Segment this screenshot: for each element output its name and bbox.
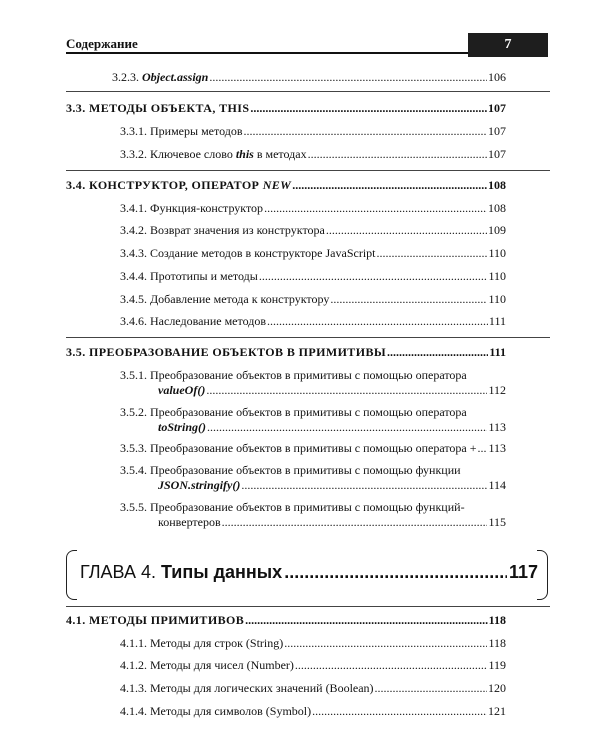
entry-text: Добавление метода к конструктору — [150, 292, 330, 306]
entry-page: 107 — [488, 101, 506, 115]
leader-dots — [206, 383, 487, 398]
entry-text: Создание методов в конструкторе JavaScript — [150, 246, 376, 260]
entry-page: 111 — [488, 314, 506, 328]
toc-entry-3-3-1[interactable] — [120, 124, 506, 139]
entry-text: Наследование методов — [150, 314, 267, 328]
entry-page: 108 — [488, 178, 506, 192]
leader-dots — [377, 246, 488, 261]
entry-page: 110 — [488, 269, 506, 283]
leader-dots — [245, 613, 488, 628]
entry-text-after: в методах — [256, 147, 307, 161]
entry-page: 119 — [488, 658, 506, 672]
leader-dots — [264, 201, 487, 216]
entry-page: 113 — [488, 441, 506, 455]
entry-keyword: NEW — [262, 178, 292, 192]
entry-text: КОНСТРУКТОР, ОПЕРАТОР — [89, 178, 260, 192]
leader-dots — [244, 124, 487, 139]
entry-text: Функция-конструктор — [150, 201, 264, 215]
leader-dots — [284, 636, 487, 651]
toc-entry-3-2-3[interactable] — [112, 70, 506, 85]
entry-number: 4.1.2. — [120, 658, 147, 672]
chapter-label: ГЛАВА 4. — [80, 562, 156, 582]
entry-number: 3.5.2. — [120, 405, 147, 419]
header-title: Содержание — [66, 36, 138, 51]
toc-entry-4-1-3[interactable] — [120, 681, 506, 696]
entry-number: 3.4.5. — [120, 292, 147, 306]
entry-page: 106 — [488, 70, 506, 84]
header-rule — [66, 52, 468, 54]
leader-dots — [387, 345, 488, 360]
toc-entry-3-4-4[interactable] — [120, 269, 506, 284]
toc-entry-4-1-2[interactable] — [120, 658, 506, 673]
toc-section-4-1[interactable] — [66, 613, 506, 628]
entry-number: 3.3.2. — [120, 147, 147, 161]
entry-page: 108 — [488, 201, 506, 215]
leader-dots — [292, 178, 487, 193]
toc-entry-3-4-2[interactable] — [120, 223, 506, 238]
entry-text: Преобразование объектов в примитивы с помощью оператора — [150, 368, 467, 382]
toc-entry-3-4-1[interactable] — [120, 201, 506, 216]
entry-text: Преобразование объектов в примитивы с помощью функции — [150, 463, 461, 477]
entry-page: 109 — [488, 223, 506, 237]
leader-dots — [209, 70, 487, 85]
chapter-banner[interactable] — [66, 550, 548, 600]
entry-number: 3.4. — [66, 178, 86, 192]
entry-number: 3.3. — [66, 101, 86, 115]
entry-number: 4.1.1. — [120, 636, 147, 650]
entry-page: 110 — [488, 292, 506, 306]
entry-number: 3.2.3. — [112, 70, 139, 84]
leader-dots — [312, 704, 487, 719]
entry-text: Преобразование объектов в примитивы с помощью оператора — [150, 405, 467, 419]
toc-section-3-3[interactable] — [66, 101, 506, 116]
entry-text: Преобразование объектов в примитивы с помощью функций- — [150, 500, 465, 514]
entry-number: 3.5.3. — [120, 441, 147, 455]
entry-keyword: this — [235, 147, 254, 161]
toc-entry-3-5-3[interactable] — [120, 441, 506, 456]
entry-page: 107 — [488, 124, 506, 138]
entry-number: 4.1.4. — [120, 704, 147, 718]
entry-text: Object.assign — [142, 70, 209, 84]
toc-entry-3-4-5[interactable] — [120, 292, 506, 307]
section-separator — [66, 337, 550, 338]
entry-text: ПРЕОБРАЗОВАНИЕ ОБЪЕКТОВ В ПРИМИТИВЫ — [89, 345, 387, 359]
entry-number: 3.4.6. — [120, 314, 147, 328]
leader-dots — [295, 658, 488, 673]
toc-entry-3-5-2[interactable] — [120, 405, 506, 435]
toc-entry-3-3-2[interactable] — [120, 147, 506, 162]
toc-section-3-5[interactable] — [66, 345, 506, 360]
leader-dots — [267, 314, 488, 329]
bracket-left — [66, 550, 77, 600]
chapter-page: 117 — [508, 562, 538, 582]
entry-text: Преобразование объектов в примитивы с помощью оператора + — [150, 441, 477, 455]
toc-entry-4-1-1[interactable] — [120, 636, 506, 651]
entry-text: Ключевое слово — [150, 147, 233, 161]
section-separator — [66, 91, 550, 92]
leader-dots — [259, 269, 488, 284]
entry-text: МЕТОДЫ ПРИМИТИВОВ — [89, 613, 245, 627]
leader-dots — [330, 292, 487, 307]
leader-dots — [241, 478, 487, 493]
entry-page: 107 — [488, 147, 506, 161]
section-separator — [66, 170, 550, 171]
entry-text: Методы для строк (String) — [150, 636, 284, 650]
entry-page: 120 — [488, 681, 506, 695]
entry-number: 4.1.3. — [120, 681, 147, 695]
entry-number: 3.4.1. — [120, 201, 147, 215]
entry-number: 3.4.4. — [120, 269, 147, 283]
entry-keyword: toString() — [158, 420, 207, 434]
leader-dots — [478, 441, 488, 456]
toc-entry-3-5-4[interactable] — [120, 463, 506, 493]
entry-text: Методы для символов (Symbol) — [150, 704, 312, 718]
entry-text: Возврат значения из конструктора — [150, 223, 325, 237]
chapter-heading — [80, 562, 538, 583]
page-number-box: 7 — [468, 33, 548, 57]
chapter-title: Типы данных — [161, 562, 283, 582]
entry-keyword: valueOf() — [158, 383, 206, 397]
toc-entry-3-5-5[interactable] — [120, 500, 506, 530]
entry-text: Методы для логических значений (Boolean) — [150, 681, 374, 695]
leader-dots — [250, 101, 487, 116]
entry-page: 111 — [489, 345, 506, 359]
running-header — [66, 33, 548, 57]
entry-number: 3.5.4. — [120, 463, 147, 477]
entry-text: Примеры методов — [150, 124, 243, 138]
leader-dots — [284, 562, 507, 583]
entry-page: 121 — [488, 704, 506, 718]
entry-number: 3.5. — [66, 345, 86, 359]
entry-page: 114 — [488, 478, 506, 492]
entry-page: 113 — [488, 420, 506, 434]
leader-dots — [326, 223, 487, 238]
toc-entry-3-4-6[interactable] — [120, 314, 506, 329]
entry-text: Прототипы и методы — [150, 269, 258, 283]
entry-page: 115 — [488, 515, 506, 529]
entry-page: 112 — [488, 383, 506, 397]
toc-section-3-4[interactable] — [66, 178, 506, 193]
entry-text: МЕТОДЫ ОБЪЕКТА, THIS — [89, 101, 250, 115]
bracket-right — [537, 550, 548, 600]
leader-dots — [375, 681, 487, 696]
toc-entry-3-4-3[interactable] — [120, 246, 506, 261]
entry-number: 3.5.1. — [120, 368, 147, 382]
toc-entry-4-1-4[interactable] — [120, 704, 506, 719]
entry-page: 110 — [488, 246, 506, 260]
entry-number: 3.3.1. — [120, 124, 147, 138]
entry-page: 118 — [488, 613, 506, 627]
entry-number: 3.4.3. — [120, 246, 147, 260]
entry-number: 3.5.5. — [120, 500, 147, 514]
entry-number: 3.4.2. — [120, 223, 147, 237]
entry-text-line2: конвертеров — [158, 515, 221, 529]
section-separator — [66, 606, 550, 607]
leader-dots — [222, 515, 488, 530]
leader-dots — [207, 420, 487, 435]
entry-text: Методы для чисел (Number) — [150, 658, 294, 672]
entry-number: 4.1. — [66, 613, 86, 627]
leader-dots — [308, 147, 487, 162]
toc-entry-3-5-1[interactable] — [120, 368, 506, 398]
entry-page: 118 — [488, 636, 506, 650]
entry-keyword: JSON.stringify() — [158, 478, 241, 492]
